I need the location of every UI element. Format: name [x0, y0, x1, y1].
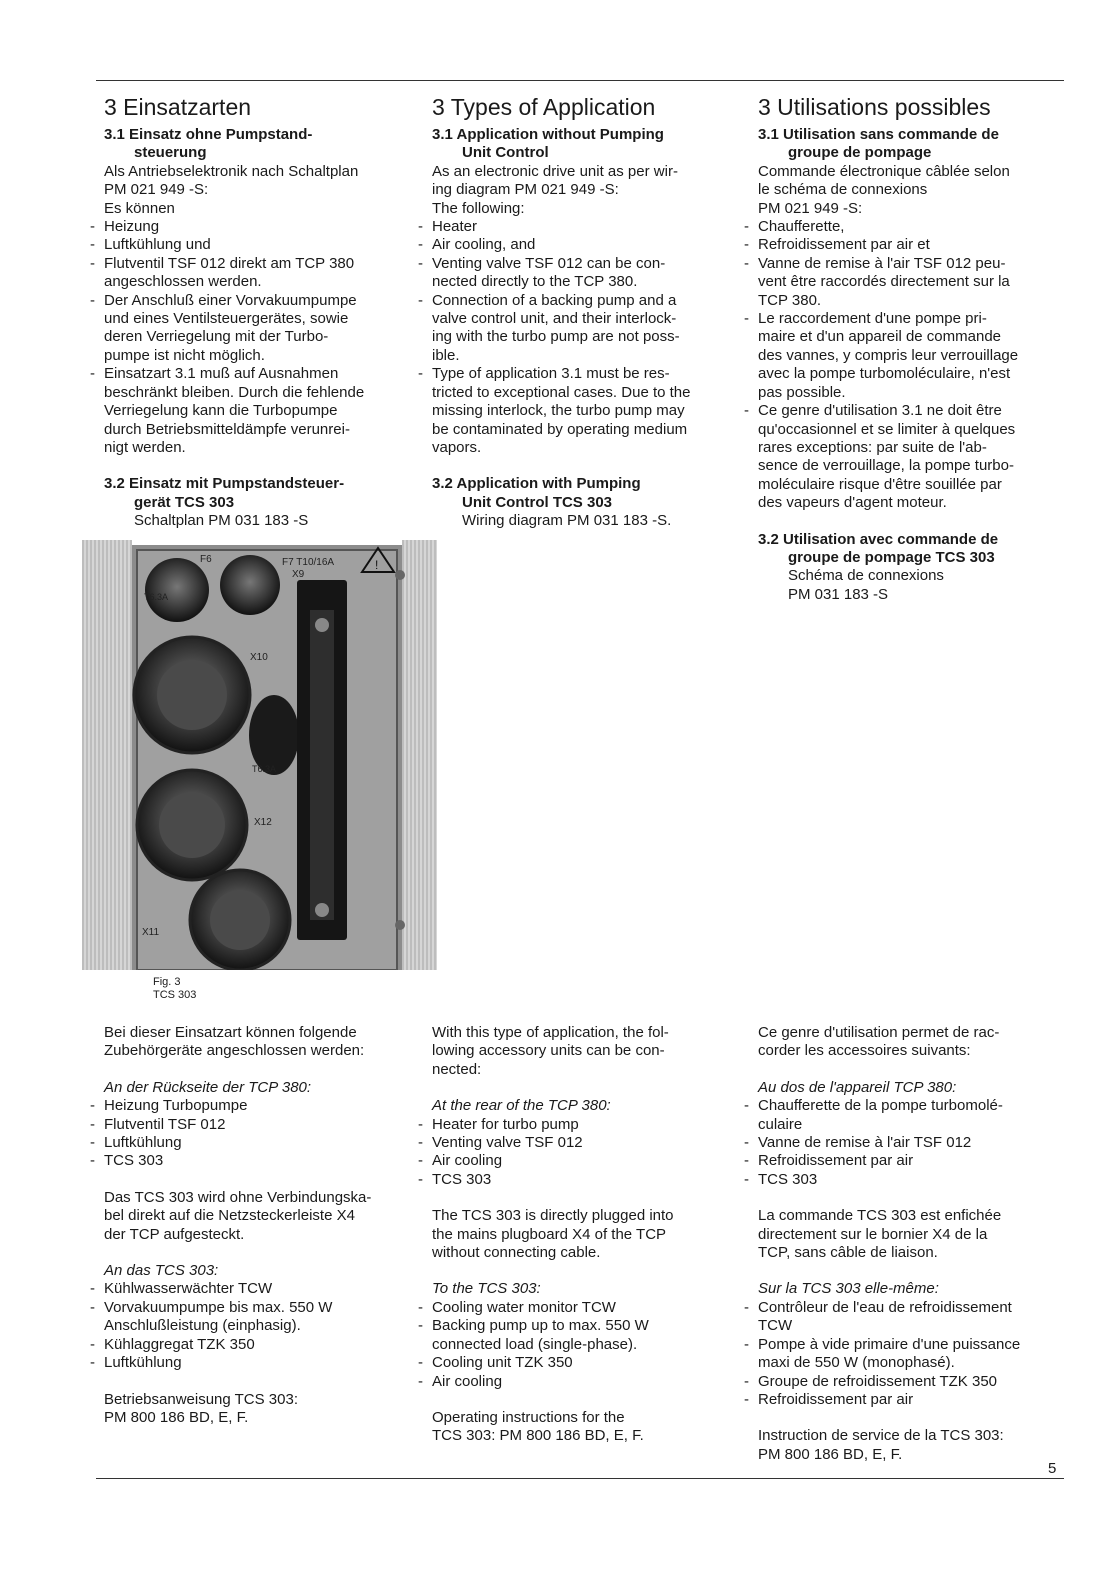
- figure-caption-number: Fig. 3: [153, 976, 181, 988]
- text-line: - TCS 303: [104, 1152, 164, 1170]
- text-line: durch Betriebsmitteldämpfe verunrei-: [104, 420, 350, 438]
- list-item: [744, 236, 1068, 254]
- text-line: TCS 303: PM 800 186 BD, E, F.: [432, 1427, 644, 1445]
- text-line: The TCS 303 is directly plugged into: [432, 1207, 674, 1225]
- text-line: maire et d'un appareil de commande: [758, 328, 1002, 346]
- french-s32-title: [758, 531, 1068, 568]
- list-item: [744, 1373, 1068, 1391]
- text-line: - Flutventil TSF 012: [104, 1115, 226, 1133]
- text-line: - TCS 303: [758, 1170, 818, 1188]
- list-item: [744, 1097, 1068, 1134]
- german-s32-title-b: gerät TCS 303: [134, 493, 235, 511]
- plug-screw-bottom: [315, 903, 329, 917]
- text-line: avec la pompe turbomoléculaire, n'est: [758, 365, 1011, 383]
- list-item: [418, 1116, 742, 1134]
- list-item: [418, 1373, 742, 1391]
- list-item: [90, 292, 414, 366]
- list-item: [90, 1116, 414, 1134]
- english-s32-title-b: Unit Control TCS 303: [462, 493, 613, 511]
- french-tcs-list: [758, 1299, 1068, 1409]
- text-line: Zubehörgeräte angeschlossen werden:: [104, 1042, 365, 1060]
- text-line: - Air cooling: [432, 1152, 503, 1170]
- english-s32-title-a: Application with Pumping: [456, 475, 641, 493]
- plug-x9-strip: [310, 610, 334, 920]
- french-s31-list: [758, 218, 1068, 513]
- text-line: vapors.: [432, 438, 482, 456]
- text-line: PM 021 949 -S:: [104, 181, 209, 199]
- text-line: Commande électronique câblée selon: [758, 162, 1010, 180]
- text-line: the mains plugboard X4 of the TCP: [432, 1225, 667, 1243]
- text-line: - Pompe à vide primaire d'une puissance: [758, 1335, 1021, 1353]
- text-line: - Le raccordement d'une pompe pri-: [758, 310, 987, 328]
- photo-background-left: [82, 540, 132, 970]
- list-item: [90, 1336, 414, 1354]
- text-line: culaire: [758, 1115, 803, 1133]
- list-item: [744, 1336, 1068, 1373]
- text-line: - Backing pump up to max. 550 W: [432, 1317, 649, 1335]
- text-line: vent être raccordés directement sur la: [758, 273, 1010, 291]
- list-item: [90, 255, 414, 292]
- list-item: [418, 1354, 742, 1372]
- text-line: TCP, sans câble de liaison.: [758, 1244, 938, 1262]
- french-rear-list: [758, 1097, 1068, 1189]
- list-item: [418, 1134, 742, 1152]
- german-tcs-title: An das TCS 303:: [104, 1262, 219, 1280]
- panel-screw: [395, 570, 405, 580]
- list-item: [744, 402, 1068, 512]
- text-line: connected load (single-phase).: [432, 1335, 638, 1353]
- text-line: - Groupe de refroidissement TZK 350: [758, 1372, 998, 1390]
- list-item: [90, 1280, 414, 1298]
- list-item: [90, 1354, 414, 1372]
- text-line: angeschlossen werden.: [104, 273, 262, 291]
- label-f6: F6: [200, 554, 212, 565]
- text-line: - Luftkühlung und: [104, 236, 211, 254]
- french-s31-title-b: groupe de pompage: [788, 144, 932, 162]
- text-line: - Heizung Turbopumpe: [104, 1097, 248, 1115]
- text-line: - Ce genre d'utilisation 3.1 ne doit être: [758, 402, 1002, 420]
- warning-exclamation: !: [375, 558, 379, 572]
- text-line: deren Verriegelung mit der Turbo-: [104, 328, 329, 346]
- list-item: [744, 1391, 1068, 1409]
- text-line: PM 800 186 BD, E, F.: [104, 1408, 249, 1426]
- text-line: des vannes, y compris leur verrouillage: [758, 346, 1019, 364]
- text-line: - Einsatzart 3.1 muß auf Ausnahmen: [104, 365, 339, 383]
- text-line: des vapeurs d'agent moteur.: [758, 494, 947, 512]
- text-line: rares exceptions: par suite de l'ab-: [758, 438, 987, 456]
- german-tcs-list: [104, 1280, 414, 1372]
- german-s32-title-a: Einsatz mit Pumpstandsteuer-: [129, 475, 345, 493]
- label-f7: F7 T10/16A: [282, 557, 335, 568]
- text-line: TCW: [758, 1317, 793, 1335]
- text-line: TCP 380.: [758, 291, 822, 309]
- text-line: le schéma de connexions: [758, 181, 928, 199]
- text-line: und eines Ventilsteuergerätes, sowie: [104, 310, 349, 328]
- list-item: [90, 236, 414, 254]
- german-rear-title: An der Rückseite der TCP 380:: [104, 1078, 312, 1096]
- list-item: [90, 218, 414, 236]
- connector-x10-inner: [157, 660, 227, 730]
- list-item: [418, 1152, 742, 1170]
- german-column-bottom: [104, 1024, 414, 1427]
- text-line: - Kühlaggregat TZK 350: [104, 1335, 255, 1353]
- german-s31-intro: [104, 163, 414, 218]
- text-line: missing interlock, the turbo pump may: [432, 402, 685, 420]
- list-item: [418, 1299, 742, 1317]
- text-line: - Refroidissement par air et: [758, 236, 930, 254]
- figure-caption-title: TCS 303: [153, 989, 197, 1001]
- list-item: [744, 1152, 1068, 1170]
- text-line: - Flutventil TSF 012 direkt am TCP 380: [104, 254, 355, 272]
- english-s31-title-b: Unit Control: [462, 144, 549, 162]
- plug-screw-top: [315, 618, 329, 632]
- text-line: qu'occasionnel et se limiter à quelques: [758, 420, 1016, 438]
- english-tcs-title: To the TCS 303:: [432, 1280, 541, 1298]
- text-line: - Cooling water monitor TCW: [432, 1298, 616, 1316]
- list-item: [90, 1299, 414, 1336]
- text-line: Anschlußleistung (einphasig).: [104, 1317, 301, 1335]
- french-tcs-title: Sur la TCS 303 elle-même:: [758, 1280, 939, 1298]
- text-line: - Venting valve TSF 012 can be con-: [432, 254, 666, 272]
- text-line: - Chaufferette,: [758, 218, 845, 236]
- text-line: ing diagram PM 021 949 -S:: [432, 181, 619, 199]
- connector-x11-inner: [210, 890, 270, 950]
- french-s31-title: [758, 126, 1068, 163]
- english-s31-number: 3.1: [432, 126, 453, 143]
- list-item: [90, 365, 414, 457]
- list-item: [90, 1134, 414, 1152]
- english-rear-list: [432, 1116, 742, 1190]
- bottom-rule: [96, 1478, 1064, 1479]
- tcs303-panel-drawing: [82, 540, 437, 970]
- label-fuse-a: T6.3A: [144, 592, 169, 602]
- list-item: [744, 1134, 1068, 1152]
- text-line: Betriebsanweisung TCS 303:: [104, 1390, 299, 1408]
- german-s32-number: 3.2: [104, 475, 125, 493]
- tcs303-photo: [82, 540, 437, 970]
- list-item: [418, 1317, 742, 1354]
- german-s31-number: 3.1: [104, 126, 125, 143]
- list-item: [90, 1097, 414, 1115]
- text-line: As an electronic drive unit as per wir-: [432, 162, 678, 180]
- text-line: PM 800 186 BD, E, F.: [758, 1445, 903, 1463]
- label-x9: X9: [292, 569, 305, 580]
- list-item: [744, 255, 1068, 310]
- text-line: Als Antriebselektronik nach Schaltplan: [104, 162, 359, 180]
- label-x12: X12: [254, 817, 272, 828]
- english-s31-list: [432, 218, 742, 457]
- text-line: Ce genre d'utilisation permet de rac-: [758, 1024, 1000, 1041]
- english-column-top: [432, 94, 742, 531]
- label-x10: X10: [250, 652, 268, 663]
- text-line: The following:: [432, 199, 525, 217]
- text-line: With this type of application, the fol-: [432, 1024, 669, 1041]
- list-item: [418, 218, 742, 236]
- french-s31-title-a: Utilisation sans commande de: [783, 126, 999, 143]
- text-line: PM 021 949 -S:: [758, 199, 863, 217]
- connector-round: [249, 695, 299, 775]
- text-line: Operating instructions for the: [432, 1408, 625, 1426]
- text-line: maxi de 550 W (monophasé).: [758, 1354, 955, 1372]
- text-line: sence de verrouillage, la pompe turbo-: [758, 457, 1014, 475]
- list-item: [744, 1171, 1068, 1189]
- label-x11: X11: [142, 927, 160, 938]
- list-item: [744, 218, 1068, 236]
- text-line: - Kühlwasserwächter TCW: [104, 1280, 273, 1298]
- french-s32-title-b: groupe de pompage TCS 303: [788, 548, 995, 566]
- text-line: - Cooling unit TZK 350: [432, 1354, 573, 1372]
- list-item: [744, 1299, 1068, 1336]
- text-line: - Contrôleur de l'eau de refroidissement: [758, 1298, 1012, 1316]
- list-item: [418, 292, 742, 366]
- list-item: [744, 310, 1068, 402]
- text-line: Verriegelung kann die Turbopumpe: [104, 402, 338, 420]
- fuse-f6: [145, 558, 209, 622]
- english-s31-title-a: Application without Pumping: [456, 126, 664, 143]
- text-line: - Refroidissement par air: [758, 1390, 914, 1408]
- text-line: Instruction de service de la TCS 303:: [758, 1427, 1004, 1445]
- french-column-top: [758, 94, 1068, 604]
- text-line: - Vorvakuumpumpe bis max. 550 W: [104, 1298, 333, 1316]
- text-line: moléculaire risque d'être souillée par: [758, 475, 1002, 493]
- fuse-f7: [220, 555, 280, 615]
- text-line: ible.: [432, 346, 460, 364]
- label-fuse-b: T6.3A: [252, 764, 277, 774]
- page-number: 5: [1048, 1460, 1057, 1477]
- panel-screw: [395, 920, 405, 930]
- german-heading: 3 Einsatzarten: [104, 94, 252, 120]
- english-heading: 3 Types of Application: [432, 94, 656, 120]
- text-line: - Heizung: [104, 218, 160, 236]
- text-line: - TCS 303: [432, 1170, 492, 1188]
- german-s32-line: Schaltplan PM 031 183 -S: [134, 512, 309, 530]
- text-line: pumpe ist nicht möglich.: [104, 346, 265, 364]
- text-line: beschränkt bleiben. Durch die fehlende: [104, 383, 365, 401]
- text-line: directement sur le bornier X4 de la: [758, 1225, 988, 1243]
- text-line: - Type of application 3.1 must be res-: [432, 365, 670, 383]
- figure-caption: [153, 976, 196, 1002]
- text-line: Bei dieser Einsatzart können folgende: [104, 1024, 357, 1041]
- text-line: La commande TCS 303 est enfichée: [758, 1207, 1002, 1225]
- french-rear-title: Au dos de l'appareil TCP 380:: [758, 1078, 957, 1096]
- photo-background-right: [402, 540, 437, 970]
- french-s32-title-a: Utilisation avec commande de: [783, 530, 999, 548]
- list-item: [418, 365, 742, 457]
- list-item: [90, 1152, 414, 1170]
- german-s32-title: [104, 475, 414, 512]
- french-s31-number: 3.1: [758, 126, 779, 143]
- list-item: [418, 236, 742, 254]
- english-s32-number: 3.2: [432, 475, 453, 493]
- english-column-bottom: [432, 1024, 742, 1446]
- text-line: ing with the turbo pump are not poss-: [432, 328, 680, 346]
- english-s31-title: [432, 126, 742, 163]
- german-column-top: [104, 94, 414, 531]
- french-heading: 3 Utilisations possibles: [758, 94, 991, 120]
- text-line: nected:: [432, 1060, 482, 1078]
- text-line: bel direkt auf die Netzsteckerleiste X4: [104, 1207, 355, 1225]
- text-line: - Luftkühlung: [104, 1354, 182, 1372]
- text-line: lowing accessory units can be con-: [432, 1042, 665, 1060]
- text-line: without connecting cable.: [432, 1244, 601, 1262]
- text-line: - Air cooling, and: [432, 236, 536, 254]
- text-line: Das TCS 303 wird ohne Verbindungska-: [104, 1188, 372, 1206]
- text-line: - Heater for turbo pump: [432, 1115, 579, 1133]
- text-line: - Vanne de remise à l'air TSF 012 peu-: [758, 254, 1006, 272]
- connector-x12-inner: [159, 792, 225, 858]
- text-line: be contaminated by operating medium: [432, 420, 688, 438]
- list-item: [418, 1171, 742, 1189]
- text-line: - Chaufferette de la pompe turbomolé-: [758, 1097, 1003, 1115]
- text-line: - Vanne de remise à l'air TSF 012: [758, 1134, 972, 1152]
- text-line: - Heater: [432, 218, 478, 236]
- english-s31-intro: [432, 163, 742, 218]
- german-rear-list: [104, 1097, 414, 1171]
- german-s31-list: [104, 218, 414, 457]
- text-line: - Connection of a backing pump and a: [432, 291, 677, 309]
- text-line: Es können: [104, 199, 175, 217]
- text-line: valve control unit, and their interlock-: [432, 310, 677, 328]
- text-line: - Venting valve TSF 012: [432, 1134, 583, 1152]
- english-tcs-list: [432, 1299, 742, 1391]
- list-item: [418, 255, 742, 292]
- text-line: nected directly to the TCP 380.: [432, 273, 638, 291]
- german-s31-title: [104, 126, 414, 163]
- text-line: - Refroidissement par air: [758, 1152, 914, 1170]
- english-rear-title: At the rear of the TCP 380:: [432, 1097, 611, 1115]
- french-column-bottom: [758, 1024, 1068, 1464]
- text-line: nigt werden.: [104, 438, 186, 456]
- top-rule: [96, 80, 1064, 81]
- french-s32-number: 3.2: [758, 530, 779, 548]
- french-s32-line: Schéma de connexions: [788, 567, 944, 585]
- text-line: pas possible.: [758, 383, 846, 401]
- text-line: - Air cooling: [432, 1372, 503, 1390]
- text-line: - Der Anschluß einer Vorvakuumpumpe: [104, 291, 357, 309]
- german-s31-title-a: Einsatz ohne Pumpstand-: [129, 126, 313, 143]
- german-s31-title-b: steuerung: [134, 144, 207, 162]
- text-line: tricted to exceptional cases. Due to the: [432, 383, 691, 401]
- french-s32-line: PM 031 183 -S: [788, 585, 889, 603]
- french-s31-intro: [758, 163, 1068, 218]
- english-s32-title: [432, 475, 742, 512]
- text-line: corder les accessoires suivants:: [758, 1042, 971, 1060]
- english-s32-line: Wiring diagram PM 031 183 -S.: [462, 512, 672, 530]
- text-line: - Luftkühlung: [104, 1134, 182, 1152]
- text-line: der TCP aufgesteckt.: [104, 1225, 245, 1243]
